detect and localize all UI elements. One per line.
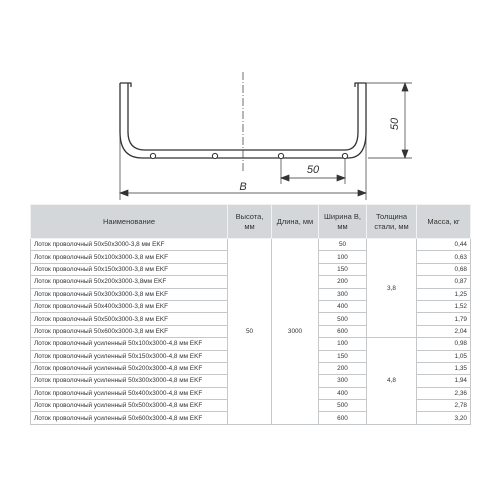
header-length: Длина, мм (272, 205, 319, 239)
row-name: Лоток проволочный усиленный 50х400х3000-4,8 мм EKF (31, 387, 228, 399)
table-row (31, 239, 471, 251)
row-width: 300 (319, 288, 367, 300)
row-width: 100 (319, 251, 367, 263)
row-name: Лоток проволочный 50х500х3000-3,8 мм EKF (31, 313, 228, 325)
row-mass: 1,35 (417, 362, 471, 374)
table-header-row (31, 205, 471, 239)
thickness-cell-standard: 3,8 (367, 239, 417, 338)
row-mass: 1,94 (417, 375, 471, 387)
row-width: 150 (319, 350, 367, 362)
header-height: Высота, мм (228, 205, 272, 239)
row-width: 400 (319, 300, 367, 312)
row-mass: 0,68 (417, 263, 471, 275)
row-mass: 0,98 (417, 338, 471, 350)
row-name: Лоток проволочный 50х600х3000-3,8 мм EKF (31, 325, 228, 337)
tray-cross-section-drawing (0, 0, 500, 205)
row-name: Лоток проволочный 50х400х3000-3,8 мм EKF (31, 300, 228, 312)
row-width: 500 (319, 313, 367, 325)
row-width: 400 (319, 387, 367, 399)
row-width: 500 (319, 400, 367, 412)
header-name: Наименование (31, 205, 228, 239)
row-width: 200 (319, 362, 367, 374)
row-width: 50 (319, 239, 367, 251)
row-width: 600 (319, 325, 367, 337)
row-name: Лоток проволочный усиленный 50х600х3000-4,8 мм EKF (31, 412, 228, 424)
pitch-dimension-label: 50 (306, 164, 320, 176)
height-dimension-label: 50 (389, 117, 401, 131)
row-name: Лоток проволочный 50х50х3000-3,8 мм EKF (31, 239, 228, 251)
row-name: Лоток проволочный усиленный 50х200х3000-4,8 мм EKF (31, 362, 228, 374)
tray-right-hook (355, 83, 366, 87)
tray-outer-wire (120, 83, 366, 158)
header-mass: Масса, кг (417, 205, 471, 239)
height-cell: 50 (228, 239, 272, 425)
header-thickness: Толщина стали, мм (367, 205, 417, 239)
spec-table (30, 204, 471, 425)
row-name: Лоток проволочный усиленный 50х300х3000-4,8 мм EKF (31, 375, 228, 387)
row-name: Лоток проволочный усиленный 50х500х3000-4,8 мм EKF (31, 400, 228, 412)
row-mass: 2,36 (417, 387, 471, 399)
row-mass: 2,78 (417, 400, 471, 412)
row-name: Лоток проволочный 50х100х3000-3,8 мм EKF (31, 251, 228, 263)
row-mass: 2,04 (417, 325, 471, 337)
row-width: 150 (319, 263, 367, 275)
row-width: 600 (319, 412, 367, 424)
row-name: Лоток проволочный 50х200х3000-3,8мм EKF (31, 276, 228, 288)
width-dimension-label: B (239, 181, 247, 193)
header-width: Ширина В, мм (319, 205, 367, 239)
row-mass: 1,79 (417, 313, 471, 325)
row-width: 200 (319, 276, 367, 288)
row-mass: 0,63 (417, 251, 471, 263)
row-width: 300 (319, 375, 367, 387)
thickness-cell-reinforced: 4,8 (367, 338, 417, 425)
row-mass: 1,05 (417, 350, 471, 362)
row-name: Лоток проволочный 50х150х3000-3,8 мм EKF (31, 263, 228, 275)
row-mass: 1,25 (417, 288, 471, 300)
row-mass: 0,44 (417, 239, 471, 251)
tray-left-hook (120, 83, 131, 87)
row-mass: 3,20 (417, 412, 471, 424)
spec-table-container (30, 204, 470, 425)
row-name: Лоток проволочный усиленный 50х150х3000-4,8 мм EKF (31, 350, 228, 362)
row-mass: 1,52 (417, 300, 471, 312)
row-name: Лоток проволочный 50х300х3000-3,8 мм EKF (31, 288, 228, 300)
row-width: 100 (319, 338, 367, 350)
row-name: Лоток проволочный усиленный 50х100х3000-4,8 мм EKF (31, 338, 228, 350)
length-cell: 3000 (272, 239, 319, 425)
row-mass: 0,87 (417, 276, 471, 288)
